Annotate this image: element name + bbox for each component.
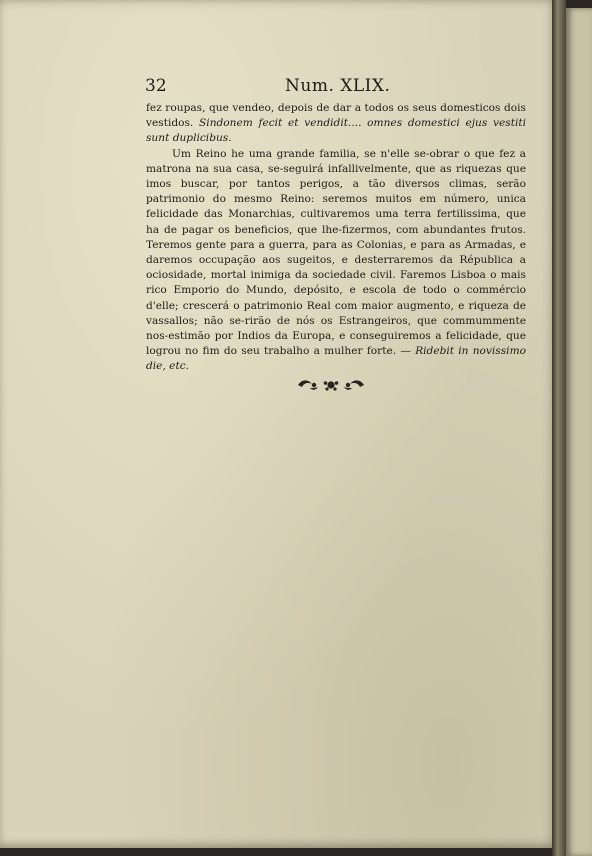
page-header bbox=[145, 76, 525, 98]
latin-quotation: Sindonem fecit et vendidit.... omnes domestici ejus vestiti sunt duplicibus. bbox=[146, 117, 526, 145]
paragraph-2-text: Um Reino he uma grande familia, se n'elle se-obrar o que fez a matrona na sua casa, se-seguirá infallivelmente, que as riquezas que imos buscar, por tantos perigos, a tão diversos climas, serão patrimonio do mesmo Reino: seremos muitos em número, unica felicidade das Monarchias, cultivaremos uma terra fertilissima, que ha de pagar os beneficios, que lhe-fizermos, com abundantes frutos. Teremos gente para a guerra, para as Colonias, e para as Armadas, e daremos occupação aos sugeitos, e desterraremos da Républica a ociosidade, mortal inimiga da sociedade civil. Faremos Lisboa o mais rico Emporio do Mundo, depósito, e escola de todo o commércio d'elle; crescerá o patrimonio Real com maior augmento, e riqueza de vassallos; não se-rirão de nós os Estrangeiros, que commummente nos-estimão por Indios da Europa, e conseguiremos a felicidade, que logrou no fim do seu trabalho a mulher forte. — bbox=[146, 147, 526, 358]
left-leaf-icon bbox=[298, 380, 312, 387]
floral-ornament-icon bbox=[296, 376, 366, 394]
body-text bbox=[146, 101, 526, 375]
running-title: Num. XLIX. bbox=[285, 76, 391, 96]
paragraph-1-text: fez roupas, que vendeo, depois de dar a todos os seus domesticos dois vestidos. bbox=[146, 102, 526, 130]
page-number: 32 bbox=[145, 76, 167, 96]
paragraph-2 bbox=[146, 147, 526, 375]
book-gutter bbox=[552, 0, 566, 856]
right-bud-icon bbox=[346, 383, 350, 387]
latin-quotation-closing: Ridebit in novissimo die, etc. bbox=[146, 345, 526, 373]
left-bud-icon bbox=[312, 383, 316, 387]
center-flower-icon bbox=[327, 381, 334, 388]
right-leaf-icon bbox=[350, 380, 364, 387]
paragraph-1 bbox=[146, 101, 526, 147]
facing-page-edge bbox=[566, 8, 592, 856]
